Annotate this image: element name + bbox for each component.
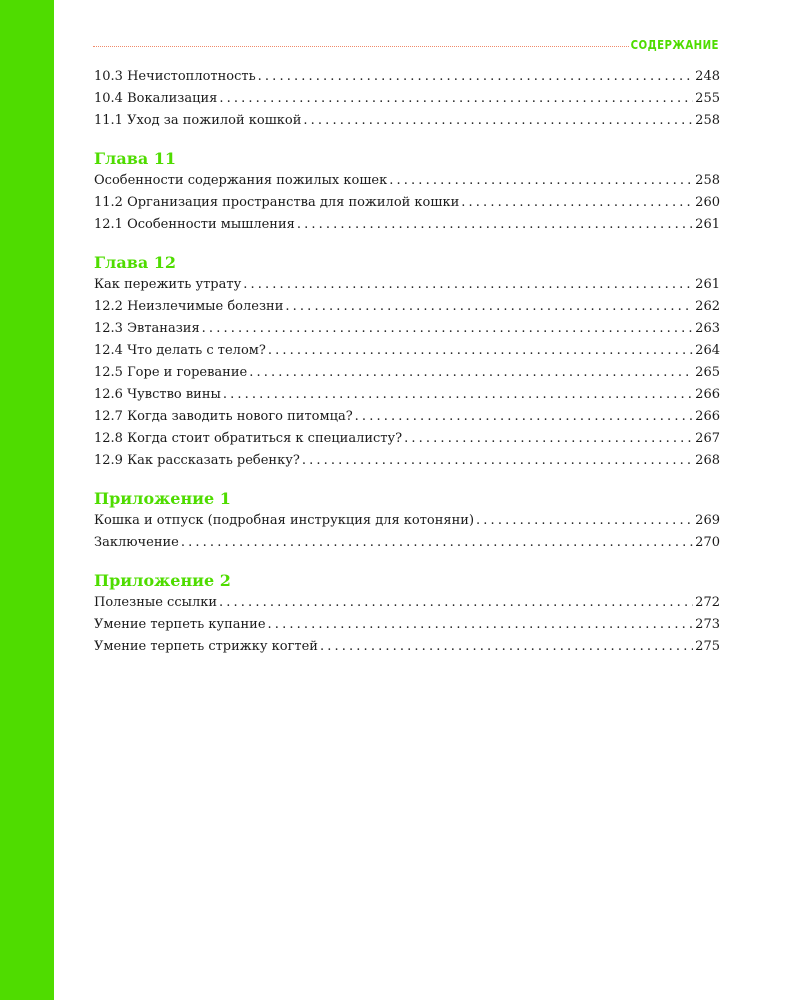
toc-entry[interactable]	[94, 592, 720, 614]
toc-entry-page-number: 264	[695, 343, 720, 358]
toc-entry-page-number: 270	[695, 535, 720, 550]
toc-entry[interactable]	[94, 88, 720, 110]
running-header-title: СОДЕРЖАНИЕ	[630, 38, 719, 52]
toc-entry-label: 10.4 Вокализация	[94, 91, 218, 106]
toc-entry[interactable]	[94, 428, 720, 450]
toc-entry[interactable]	[94, 214, 720, 236]
toc-entry-label: 12.5 Горе и горевание	[94, 365, 248, 380]
toc-entry-label: 12.1 Особенности мышления	[94, 217, 295, 232]
toc-entry-page-number: 262	[695, 299, 720, 314]
toc-entry-label: Как пережить утрату	[94, 277, 242, 292]
toc-section	[94, 252, 720, 472]
toc-entry-label: Умение терпеть стрижку когтей	[94, 639, 318, 654]
toc-entry[interactable]	[94, 66, 720, 88]
toc-entry-label: 12.7 Когда заводить нового питомца?	[94, 409, 353, 424]
toc-entry-label: Полезные ссылки	[94, 595, 217, 610]
toc-section	[94, 66, 720, 132]
toc-entry-page-number: 258	[695, 113, 720, 128]
toc-entry-label: 10.3 Нечистоплотность	[94, 69, 256, 84]
toc-entry-label: Особенности содержания пожилых кошек	[94, 173, 388, 188]
dot-leader	[297, 214, 693, 236]
toc-entry-page-number: 275	[695, 639, 720, 654]
dot-leader	[258, 66, 694, 88]
dot-leader	[202, 318, 694, 340]
dot-leader	[223, 384, 693, 406]
section-title: Глава 12	[94, 253, 177, 272]
toc-entry[interactable]	[94, 450, 720, 472]
section-title: Глава 11	[94, 149, 177, 168]
toc-entry[interactable]	[94, 614, 720, 636]
toc-entry[interactable]	[94, 170, 720, 192]
toc-entry[interactable]	[94, 510, 720, 532]
header-dotted-rule	[93, 46, 629, 47]
toc-entry-page-number: 266	[695, 409, 720, 424]
dot-leader	[389, 170, 693, 192]
toc-entry[interactable]	[94, 192, 720, 214]
toc-entry-label: 12.9 Как рассказать ребенку?	[94, 453, 300, 468]
section-title: Приложение 2	[94, 571, 231, 590]
toc-entry-page-number: 255	[695, 91, 720, 106]
dot-leader	[268, 614, 694, 636]
toc-entry[interactable]	[94, 318, 720, 340]
dot-leader	[404, 428, 693, 450]
green-side-bar	[0, 0, 54, 1000]
dot-leader	[302, 450, 693, 472]
toc-entry-page-number: 268	[695, 453, 720, 468]
toc-entry-page-number: 258	[695, 173, 720, 188]
toc-entry-page-number: 263	[695, 321, 720, 336]
dot-leader	[181, 532, 693, 554]
toc-entry[interactable]	[94, 110, 720, 132]
toc-section	[94, 488, 720, 554]
dot-leader	[219, 88, 693, 110]
toc-entry-label: 12.6 Чувство вины	[94, 387, 221, 402]
toc-entry-page-number: 266	[695, 387, 720, 402]
toc-entry-label: Умение терпеть купание	[94, 617, 266, 632]
toc-entry-page-number: 272	[695, 595, 720, 610]
dot-leader	[268, 340, 693, 362]
dot-leader	[355, 406, 694, 428]
toc-entry-page-number: 261	[695, 277, 720, 292]
toc-entry[interactable]	[94, 636, 720, 658]
toc-entry-label: 11.1 Уход за пожилой кошкой	[94, 113, 302, 128]
toc-entry-label: 12.2 Неизлечимые болезни	[94, 299, 284, 314]
toc-entry-page-number: 261	[695, 217, 720, 232]
toc-entry-page-number: 273	[695, 617, 720, 632]
dot-leader	[249, 362, 693, 384]
toc-entry-label: Заключение	[94, 535, 179, 550]
dot-leader	[285, 296, 693, 318]
dot-leader	[243, 274, 693, 296]
dot-leader	[476, 510, 693, 532]
dot-leader	[303, 110, 693, 132]
toc-entry[interactable]	[94, 362, 720, 384]
toc-entry[interactable]	[94, 406, 720, 428]
section-title: Приложение 1	[94, 489, 231, 508]
dot-leader	[320, 636, 693, 658]
toc-entry[interactable]	[94, 384, 720, 406]
toc-entry-label: 12.8 Когда стоит обратиться к специалисту?	[94, 431, 403, 446]
toc-entry-page-number: 265	[695, 365, 720, 380]
toc-entry-page-number: 260	[695, 195, 720, 210]
toc-entry-page-number: 269	[695, 513, 720, 528]
toc-entry-label: 12.4 Что делать с телом?	[94, 343, 266, 358]
toc-section	[94, 570, 720, 658]
toc-section	[94, 148, 720, 236]
toc-entry[interactable]	[94, 296, 720, 318]
toc-entry-label: Кошка и отпуск (подробная инструкция для котоняни)	[94, 513, 475, 528]
toc-entry[interactable]	[94, 340, 720, 362]
dot-leader	[219, 592, 693, 614]
toc-entry[interactable]	[94, 274, 720, 296]
table-of-contents	[94, 66, 720, 658]
dot-leader	[461, 192, 693, 214]
toc-entry[interactable]	[94, 532, 720, 554]
toc-entry-page-number: 267	[695, 431, 720, 446]
toc-entry-label: 12.3 Эвтаназия	[94, 321, 200, 336]
toc-entry-label: 11.2 Организация пространства для пожилой кошки	[94, 195, 460, 210]
toc-entry-page-number: 248	[695, 69, 720, 84]
